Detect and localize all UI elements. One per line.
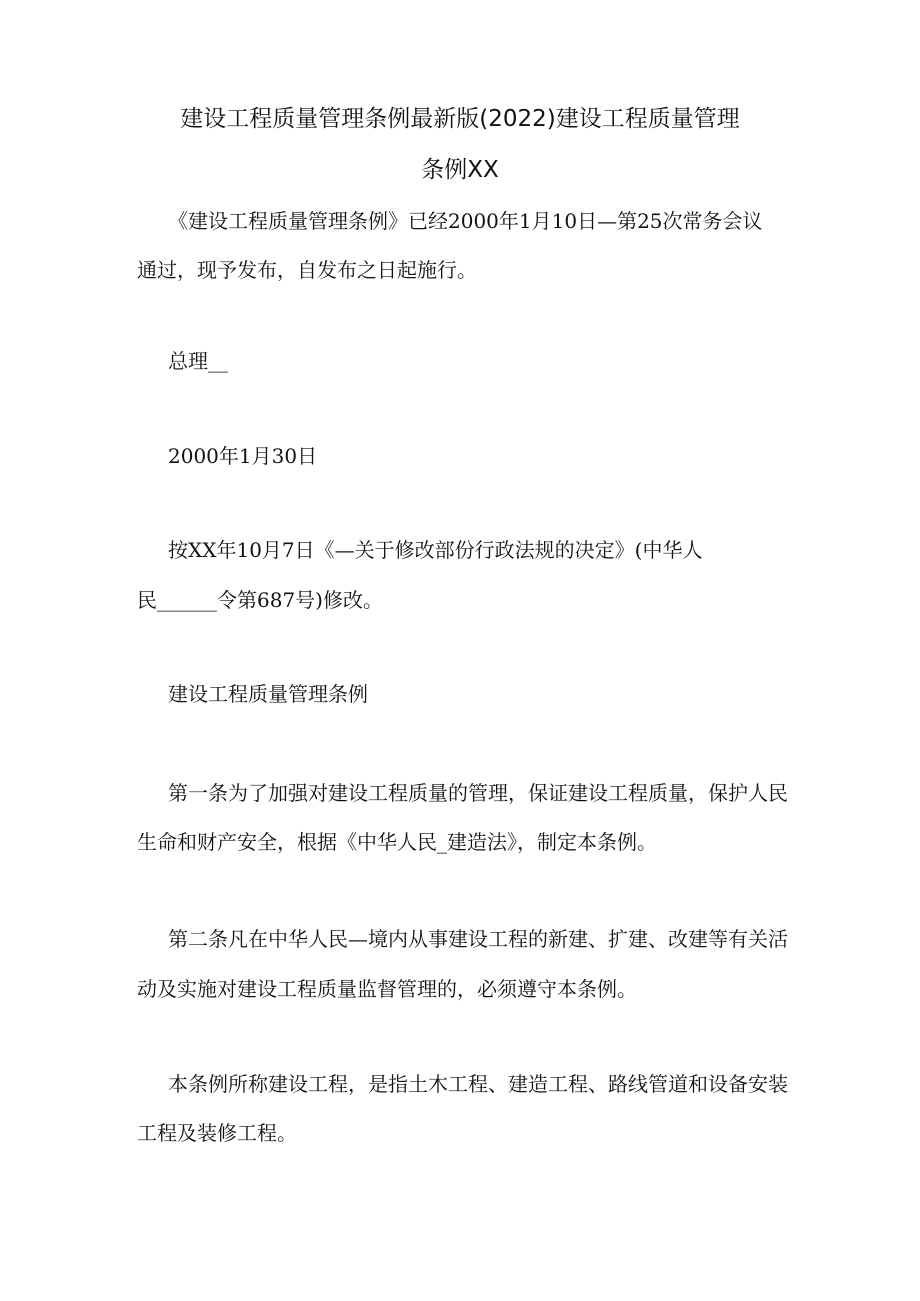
article-2-line-1: 第二条凡在中华人民—境内从事建设工程的新建、扩建、改建等有关活 bbox=[168, 927, 788, 951]
paragraph-premier-signature: 总理__ bbox=[168, 349, 228, 373]
article-2-line-2: 动及实施对建设工程质量监督管理的，必须遵守本条例。 bbox=[137, 977, 637, 1001]
regulation-heading: 建设工程质量管理条例 bbox=[168, 682, 368, 706]
paragraph-amendment-line-1: 按XX年10月7日《—关于修改部份行政法规的决定》(中华人 bbox=[168, 538, 703, 562]
article-1-line-1: 第一条为了加强对建设工程质量的管理，保证建设工程质量，保护人民 bbox=[168, 781, 788, 805]
paragraph-promulgation-line-1: 《建设工程质量管理条例》已经2000年1月10日—第25次常务会议 bbox=[168, 209, 763, 233]
paragraph-amendment-line-2: 民______令第687号)修改。 bbox=[137, 588, 383, 612]
article-2-definition-line-2: 工程及装修工程。 bbox=[137, 1121, 297, 1145]
paragraph-date: 2000年1月30日 bbox=[168, 444, 318, 468]
paragraph-promulgation-line-2: 通过，现予发布，自发布之日起施行。 bbox=[137, 258, 477, 282]
document-title-line-2: 条例XX bbox=[421, 157, 499, 183]
article-1-line-2: 生命和财产安全，根据《中华人民_建造法》，制定本条例。 bbox=[137, 830, 657, 854]
article-2-definition-line-1: 本条例所称建设工程，是指土木工程、建造工程、路线管道和设备安装 bbox=[168, 1072, 788, 1096]
document-title-line-1: 建设工程质量管理条例最新版(2022)建设工程质量管理 bbox=[180, 106, 740, 132]
